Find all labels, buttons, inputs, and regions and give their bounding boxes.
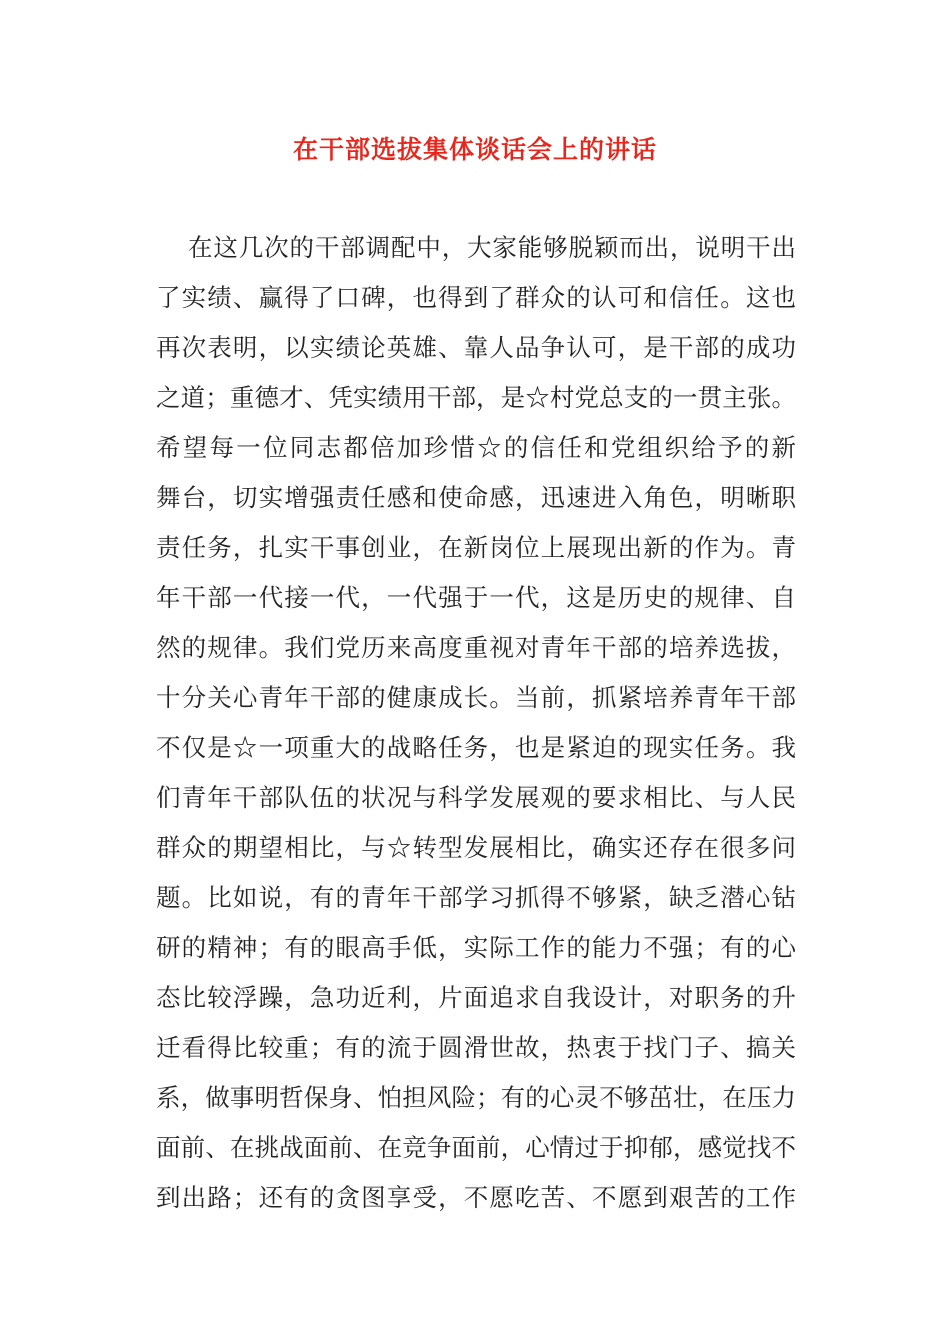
paragraph-line: 舞台，切实增强责任感和使命感，迅速进入角色，明晰职 xyxy=(156,483,796,512)
paragraph-line: 态比较浮躁，急功近利，片面追求自我设计，对职务的升 xyxy=(156,983,796,1012)
paragraph-line: 十分关心青年干部的健康成长。当前，抓紧培养青年干部 xyxy=(156,683,796,712)
paragraph-line: 面前、在挑战面前、在竞争面前，心情过于抑郁，感觉找不 xyxy=(156,1133,796,1162)
paragraph-line: 们青年干部队伍的状况与科学发展观的要求相比、与人民 xyxy=(156,783,796,812)
paragraph-line: 了实绩、赢得了口碑，也得到了群众的认可和信任。这也 xyxy=(156,283,796,312)
paragraph-line: 系，做事明哲保身、怕担风险；有的心灵不够茁壮，在压力 xyxy=(156,1083,796,1112)
paragraph-line: 不仅是☆一项重大的战略任务，也是紧迫的现实任务。我 xyxy=(156,733,796,762)
paragraph-line: 研的精神；有的眼高手低，实际工作的能力不强；有的心 xyxy=(156,933,796,962)
paragraph-line: 到出路；还有的贪图享受，不愿吃苦、不愿到艰苦的工作 xyxy=(156,1183,796,1212)
paragraph-line: 题。比如说，有的青年干部学习抓得不够紧，缺乏潜心钻 xyxy=(156,883,796,912)
paragraph-line: 之道；重德才、凭实绩用干部，是☆村党总支的一贯主张。 xyxy=(156,383,796,412)
paragraph-line: 迁看得比较重；有的流于圆滑世故，热衷于找门子、搞关 xyxy=(156,1033,796,1062)
paragraph-line: 希望每一位同志都倍加珍惜☆的信任和党组织给予的新 xyxy=(156,433,796,462)
paragraph-line: 然的规律。我们党历来高度重视对青年干部的培养选拔， xyxy=(156,633,796,662)
document-title: 在干部选拔集体谈话会上的讲话 xyxy=(292,135,657,164)
paragraph-line: 再次表明，以实绩论英雄、靠人品争认可，是干部的成功 xyxy=(156,333,796,362)
paragraph-line: 群众的期望相比，与☆转型发展相比，确实还存在很多问 xyxy=(156,833,796,862)
paragraph-line: 责任务，扎实干事创业，在新岗位上展现出新的作为。青 xyxy=(156,533,796,562)
paragraph-line: 在这几次的干部调配中，大家能够脱颖而出，说明干出 xyxy=(188,233,796,262)
paragraph-line: 年干部一代接一代，一代强于一代，这是历史的规律、自 xyxy=(156,583,796,612)
